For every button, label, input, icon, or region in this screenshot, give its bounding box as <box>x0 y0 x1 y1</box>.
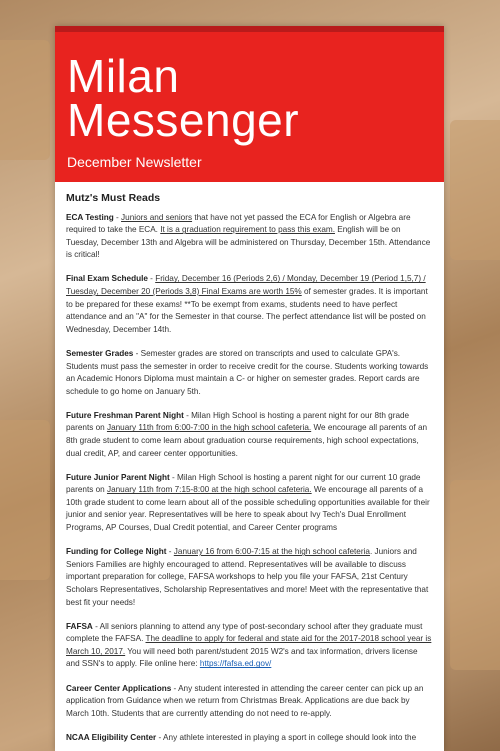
item-heading: Funding for College Night <box>66 547 167 557</box>
item-heading: Final Exam Schedule <box>66 274 148 284</box>
item-semester-grades: Semester Grades - Semester grades are stored on transcripts and used to calculate GPA's. Students must pass the semester in order to receive credit for the course. Students working towards an Academic Honors Diploma must maintain a C- or higher on semester grades. Report cards are schedule to go home on January 5th. <box>66 348 429 396</box>
item-ncaa-eligibility: NCAA Eligibility Center - Any athlete interested in playing a sport in college should look into the <box>66 732 417 742</box>
background-desk <box>0 40 50 160</box>
item-eca-testing: ECA Testing - Juniors and seniors that have not yet passed the ECA for English or Algebra are required to take the ECA. It is a graduation requirement to pass this exam. English will be on Tuesday, December 13th and Algebra will be administered on Thursday, December 15th. Attendance is critical! <box>66 212 431 260</box>
section-title: Mutz's Must Reads <box>66 192 161 204</box>
fafsa-link[interactable]: https://fafsa.ed.gov/ <box>199 659 272 669</box>
newsletter-title <box>67 50 300 146</box>
title-line-2: Messenger <box>67 94 300 146</box>
newsletter-card <box>55 26 444 751</box>
newsletter-content <box>55 182 444 744</box>
item-heading: Career Center Applications <box>66 683 172 693</box>
item-career-center: Career Center Applications - Any student interested in attending the career center can pick up an application from Guidance when we return from Christmas Break. Applications are due back by March 10th. Students that are currently attending do not need to re-apply. <box>66 683 424 718</box>
item-freshman-parent-night: Future Freshman Parent Night - Milan High School is hosting a parent night for our 8th grade parents on January 11th from 6:00-7:00 in the high school cafeteria. We encourage all parents of an 8th grade student to come learn about graduation course requirements, high school expectations, dual credit, AP, and career center opportunities. <box>66 410 428 458</box>
item-heading: Semester Grades <box>66 348 134 358</box>
item-final-exam-schedule: Final Exam Schedule - Friday, December 16 (Periods 2,6) / Monday, December 19 (Period 1,5,7) / Tuesday, December 20 (Periods 3,8) Final Exams are worth 15% of semester grades. It is important to be prepared for these exams! **To be exempt from exams, students need to have perfect attendance and an "A" for the Semester in that course. The perfect attendance list will be posted on Wednesday, December 14th. <box>66 274 428 334</box>
item-heading: Future Freshman Parent Night <box>66 410 184 420</box>
newsletter-banner <box>55 32 444 182</box>
background-desk <box>450 120 500 260</box>
item-funding-college-night: Funding for College Night - January 16 from 6:00-7:15 at the high school cafeteria. Juniors and Seniors Families are highly encouraged to attend. Representatives will be available to discuss important preparation for college, FAFSA workshops to help you file your FAFSA, 21st Century Scholars Representatives, Scholarship Representatives and more! Meet with the representative that best fit your needs! <box>66 547 429 607</box>
item-junior-parent-night: Future Junior Parent Night - Milan High School is hosting a parent night for our current 10 grade parents on January 11th from 7:15-8:00 at the high school cafeteria. We encourage all parents of a 10th grade student to come learn about all of the possible scheduling opportunities available for their junior and senior year. Representatives will be here to speak about Ivy Tech's Dual Enrollment Programs, AP Courses, Dual Credit potential, and Career Center programs <box>66 472 430 533</box>
item-heading: FAFSA <box>66 621 93 631</box>
title-line-1: Milan <box>67 50 180 102</box>
item-heading: ECA Testing <box>66 212 114 222</box>
background-desk <box>450 480 500 670</box>
item-heading: Future Junior Parent Night <box>66 472 170 482</box>
item-fafsa: FAFSA - All seniors planning to attend any type of post-secondary school after they graduate must complete the FAFSA. The deadline to apply for federal and state aid for the 2017-2018 school year is March 10, 2017. You will need both parent/student 2015 W2's and tax information, drivers license and SSN's to apply. File online here: https://fafsa.ed.gov/ <box>66 621 432 669</box>
background-desk <box>0 420 50 580</box>
newsletter-subtitle: December Newsletter <box>67 154 202 170</box>
item-heading: NCAA Eligibility Center <box>66 732 157 742</box>
